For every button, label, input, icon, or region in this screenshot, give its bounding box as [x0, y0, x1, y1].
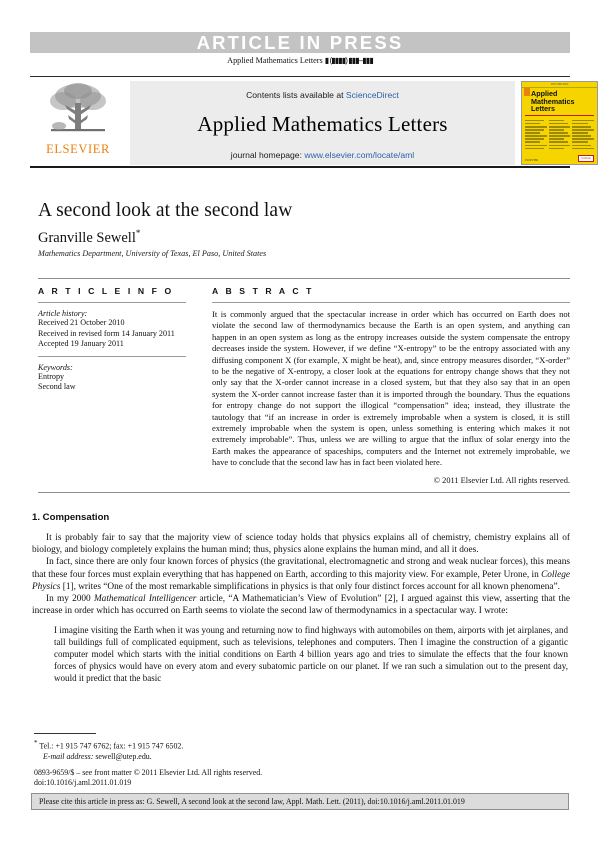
journal-reference-line: [30, 55, 570, 65]
volume-placeholder: ▮ (▮▮▮▮) ▮▮▮–▮▮▮: [324, 56, 373, 65]
elsevier-tree-icon: [45, 81, 111, 141]
cover-divider: [525, 115, 594, 119]
article-body: [32, 512, 570, 684]
cite-this-article-bar: [31, 793, 569, 810]
cover-title-line1: Applied: [531, 89, 558, 98]
keyword-second-law: Second law: [38, 382, 76, 392]
journal-cover-thumbnail: [521, 81, 598, 165]
author-name: [38, 228, 140, 247]
elsevier-wordmark: ELSEVIER: [46, 142, 110, 156]
journal-reference-title: Applied Mathematics Letters: [227, 56, 323, 65]
author-footnote-marker[interactable]: *: [135, 228, 141, 238]
footnote-marker: *: [34, 739, 38, 747]
keyword-entropy: Entropy: [38, 371, 65, 381]
abstract-divider: [212, 302, 570, 303]
footnote-tel: Tel.: +1 915 747 6762; fax: +1 915 747 6502.: [39, 741, 184, 751]
block-quote: I imagine visiting the Earth when it was young and returning now to find highways with automobiles on them, airports with jet airplanes, and tall buildings full of complicated equipment, such as televisions, telephones and computers. Then I imagine the construction of a gigantic computer model which starts with the initial conditions on Earth 4 billion years ago and tries to simulate the effects that the four known forces of physics would have on every atom and every subatomic particle on our planet. If we ran such a simulation out to the present day, would it predict that the basic: [54, 625, 568, 684]
footnote-divider: [34, 733, 96, 734]
abstract-heading: A B S T R A C T: [212, 286, 315, 296]
cover-title-line2: Mathematics: [531, 96, 575, 106]
doi-line[interactable]: doi:10.1016/j.aml.2011.01.019: [34, 778, 132, 788]
footnote-contact: [34, 738, 364, 762]
issn-line: 0893-9659/$ – see front matter © 2011 Elsevier Ltd. All rights reserved.: [34, 768, 263, 777]
cover-top-bar: ISSN 0893-9659: [522, 82, 597, 88]
cover-publisher-mark: ELSEVIER: [525, 158, 539, 162]
abstract-copyright: © 2011 Elsevier Ltd. All rights reserved.: [433, 475, 570, 485]
keywords-label: Keywords:: [38, 362, 73, 372]
journal-homepage-line: [130, 150, 515, 160]
page-title: A second look at the second law: [38, 200, 293, 221]
cite-this-article-text: Please cite this article in press as: G. Sewell, A second look at the second law, Appl. Math. Lett. (2011), doi:10.1016/j.aml.2011.01.019: [39, 797, 465, 806]
article-info-column: [38, 286, 186, 393]
elsevier-logo: [32, 81, 124, 165]
cover-column: [572, 120, 594, 151]
cover-elsevier-mark: [524, 88, 530, 96]
article-in-press-banner: [30, 32, 570, 53]
cover-title-line3: Letters: [531, 104, 555, 114]
cover-title: [522, 88, 597, 113]
journal-title: Applied Mathematics Letters: [197, 112, 448, 136]
imprint-block: [34, 768, 394, 789]
article-info-heading: A R T I C L E I N F O: [38, 286, 174, 296]
body-paragraph-1: It is probably fair to say that the majority view of science today holds that physics explains all of chemistry, chemistry explains all of biology, and biology completely explains the human mind; thus, physics alone explains the human mind, and all it does.: [32, 533, 570, 556]
journal-homepage-link[interactable]: www.elsevier.com/locate/aml: [304, 150, 415, 160]
cover-footer: [525, 155, 594, 162]
abstract-text: It is commonly argued that the spectacular increase in order which has occurred on Earth does not violate the second law of thermodynamics because the Earth is an open system, and anything can happen in an open system as long as the entropy increases outside the system compensate the entropy decreases inside the system. However, if we define “X-entropy” to be the entropy associated with any diffusing component X (for example, X might be heat), and, since entropy measures disorder, “X-order” to be the negative of X-entropy, a closer look at the equations for entropy change shows that they not only say that the X-order cannot increase in a closed system, but that they also say that in an open system the X-order cannot increase faster than it is imported through the boundary. Thus the equations for entropy change do not support the illogical “compensation” idea; instead, they illustrate the tautology that “if an increase in order is extremely improbable when a system is closed, it is still extremely improbable when the system is open, unless something is entering which makes it not extremely improbable”. Thus, unless we are willing to argue that the influx of solar energy into the Earth makes the appearance of spaceships, computers and the Internet not extremely improbable, we have to conclude that the second law has in fact been violated here.: [212, 309, 570, 468]
article-history-label: Article history:: [38, 309, 88, 318]
email-address[interactable]: sewell@utep.edu.: [95, 752, 152, 762]
info-bottom-divider: [38, 492, 570, 493]
info-top-divider: [38, 278, 570, 279]
cover-contents-columns: [522, 120, 597, 151]
homepage-prefix: journal homepage:: [230, 150, 305, 160]
info-divider: [38, 302, 186, 303]
history-revised: Received in revised form 14 January 2011: [38, 328, 175, 338]
cover-column: [525, 120, 547, 151]
cover-badge: SciVerse: [578, 155, 594, 162]
cover-column: [549, 120, 571, 151]
body-paragraph-2: In fact, since there are only four known forces of physics (the gravitational, electromagnetic and strong and weak nuclear forces), this means that these four forces must explain everything that has happened on Earth, according to this majority view. For example, Peter Urone, in College Physics [1], writes “One of the most remarkable simplifications in physics is that only four distinct forces account for all known phenomena”.: [32, 557, 570, 592]
contents-available-line: [130, 81, 515, 100]
journal-masthead: [30, 76, 591, 168]
history-received: Received 21 October 2010: [38, 318, 125, 327]
masthead-center-panel: [130, 81, 515, 165]
author-affiliation: Mathematics Department, University of Texas, El Paso, United States: [38, 249, 267, 258]
sciencedirect-link[interactable]: ScienceDirect: [345, 90, 399, 100]
history-accepted: Accepted 19 January 2011: [38, 339, 124, 349]
footnote-email-line: [34, 752, 364, 762]
contents-prefix: Contents lists available at: [246, 90, 346, 100]
body-paragraph-3: In my 2000 Mathematical Intelligencer article, “A Mathematician’s View of Evolution” [2], I argued against this view, asserting that the increase in order which has occurred on Earth seems to violate the second law of thermodynamics in a spectacular way. I wrote:: [32, 594, 570, 617]
abstract-column: [212, 286, 570, 485]
author-label: Granville Sewell: [38, 229, 136, 246]
keywords-divider: [38, 356, 186, 357]
article-in-press-label: ARTICLE IN PRESS: [196, 31, 404, 53]
email-label: E-mail address:: [43, 752, 94, 762]
footnote-tel-line: [34, 738, 364, 752]
section-heading-compensation: 1. Compensation: [32, 512, 110, 523]
